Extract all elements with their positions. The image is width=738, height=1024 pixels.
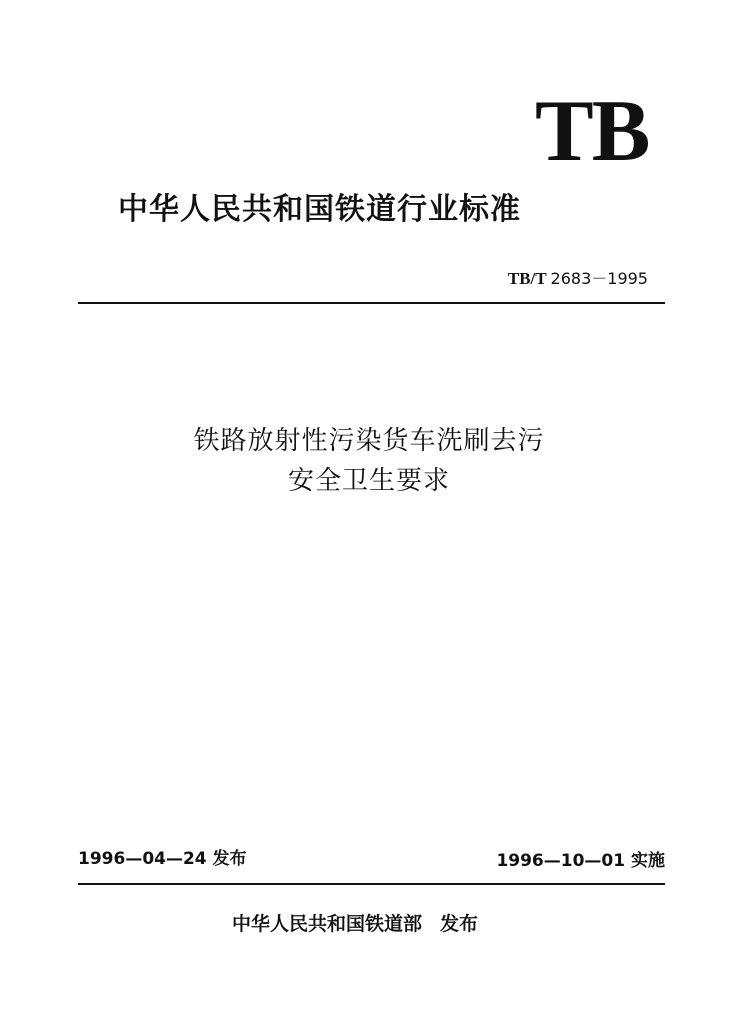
document-title-line-2: 安全卫生要求 (287, 466, 450, 496)
release-date: 1996—04—24 发布 (78, 849, 247, 869)
implementation-date: 1996—10—01 实施 (496, 851, 665, 871)
standard-number-value: 2683－1995 (550, 269, 648, 288)
publisher-line (232, 911, 478, 937)
top-divider (78, 302, 665, 304)
tb-logo: TB (535, 83, 649, 180)
publisher-name: 中华人民共和国铁道部 (232, 913, 423, 935)
bottom-divider (78, 883, 665, 885)
document-title-line-1: 铁路放射性污染货车洗刷去污 (193, 426, 545, 456)
standard-prefix: TB/T (507, 269, 547, 288)
issuer-title: 中华人民共和国铁道行业标准 (118, 192, 521, 227)
standard-number (508, 268, 648, 290)
publish-action: 发布 (440, 913, 479, 935)
